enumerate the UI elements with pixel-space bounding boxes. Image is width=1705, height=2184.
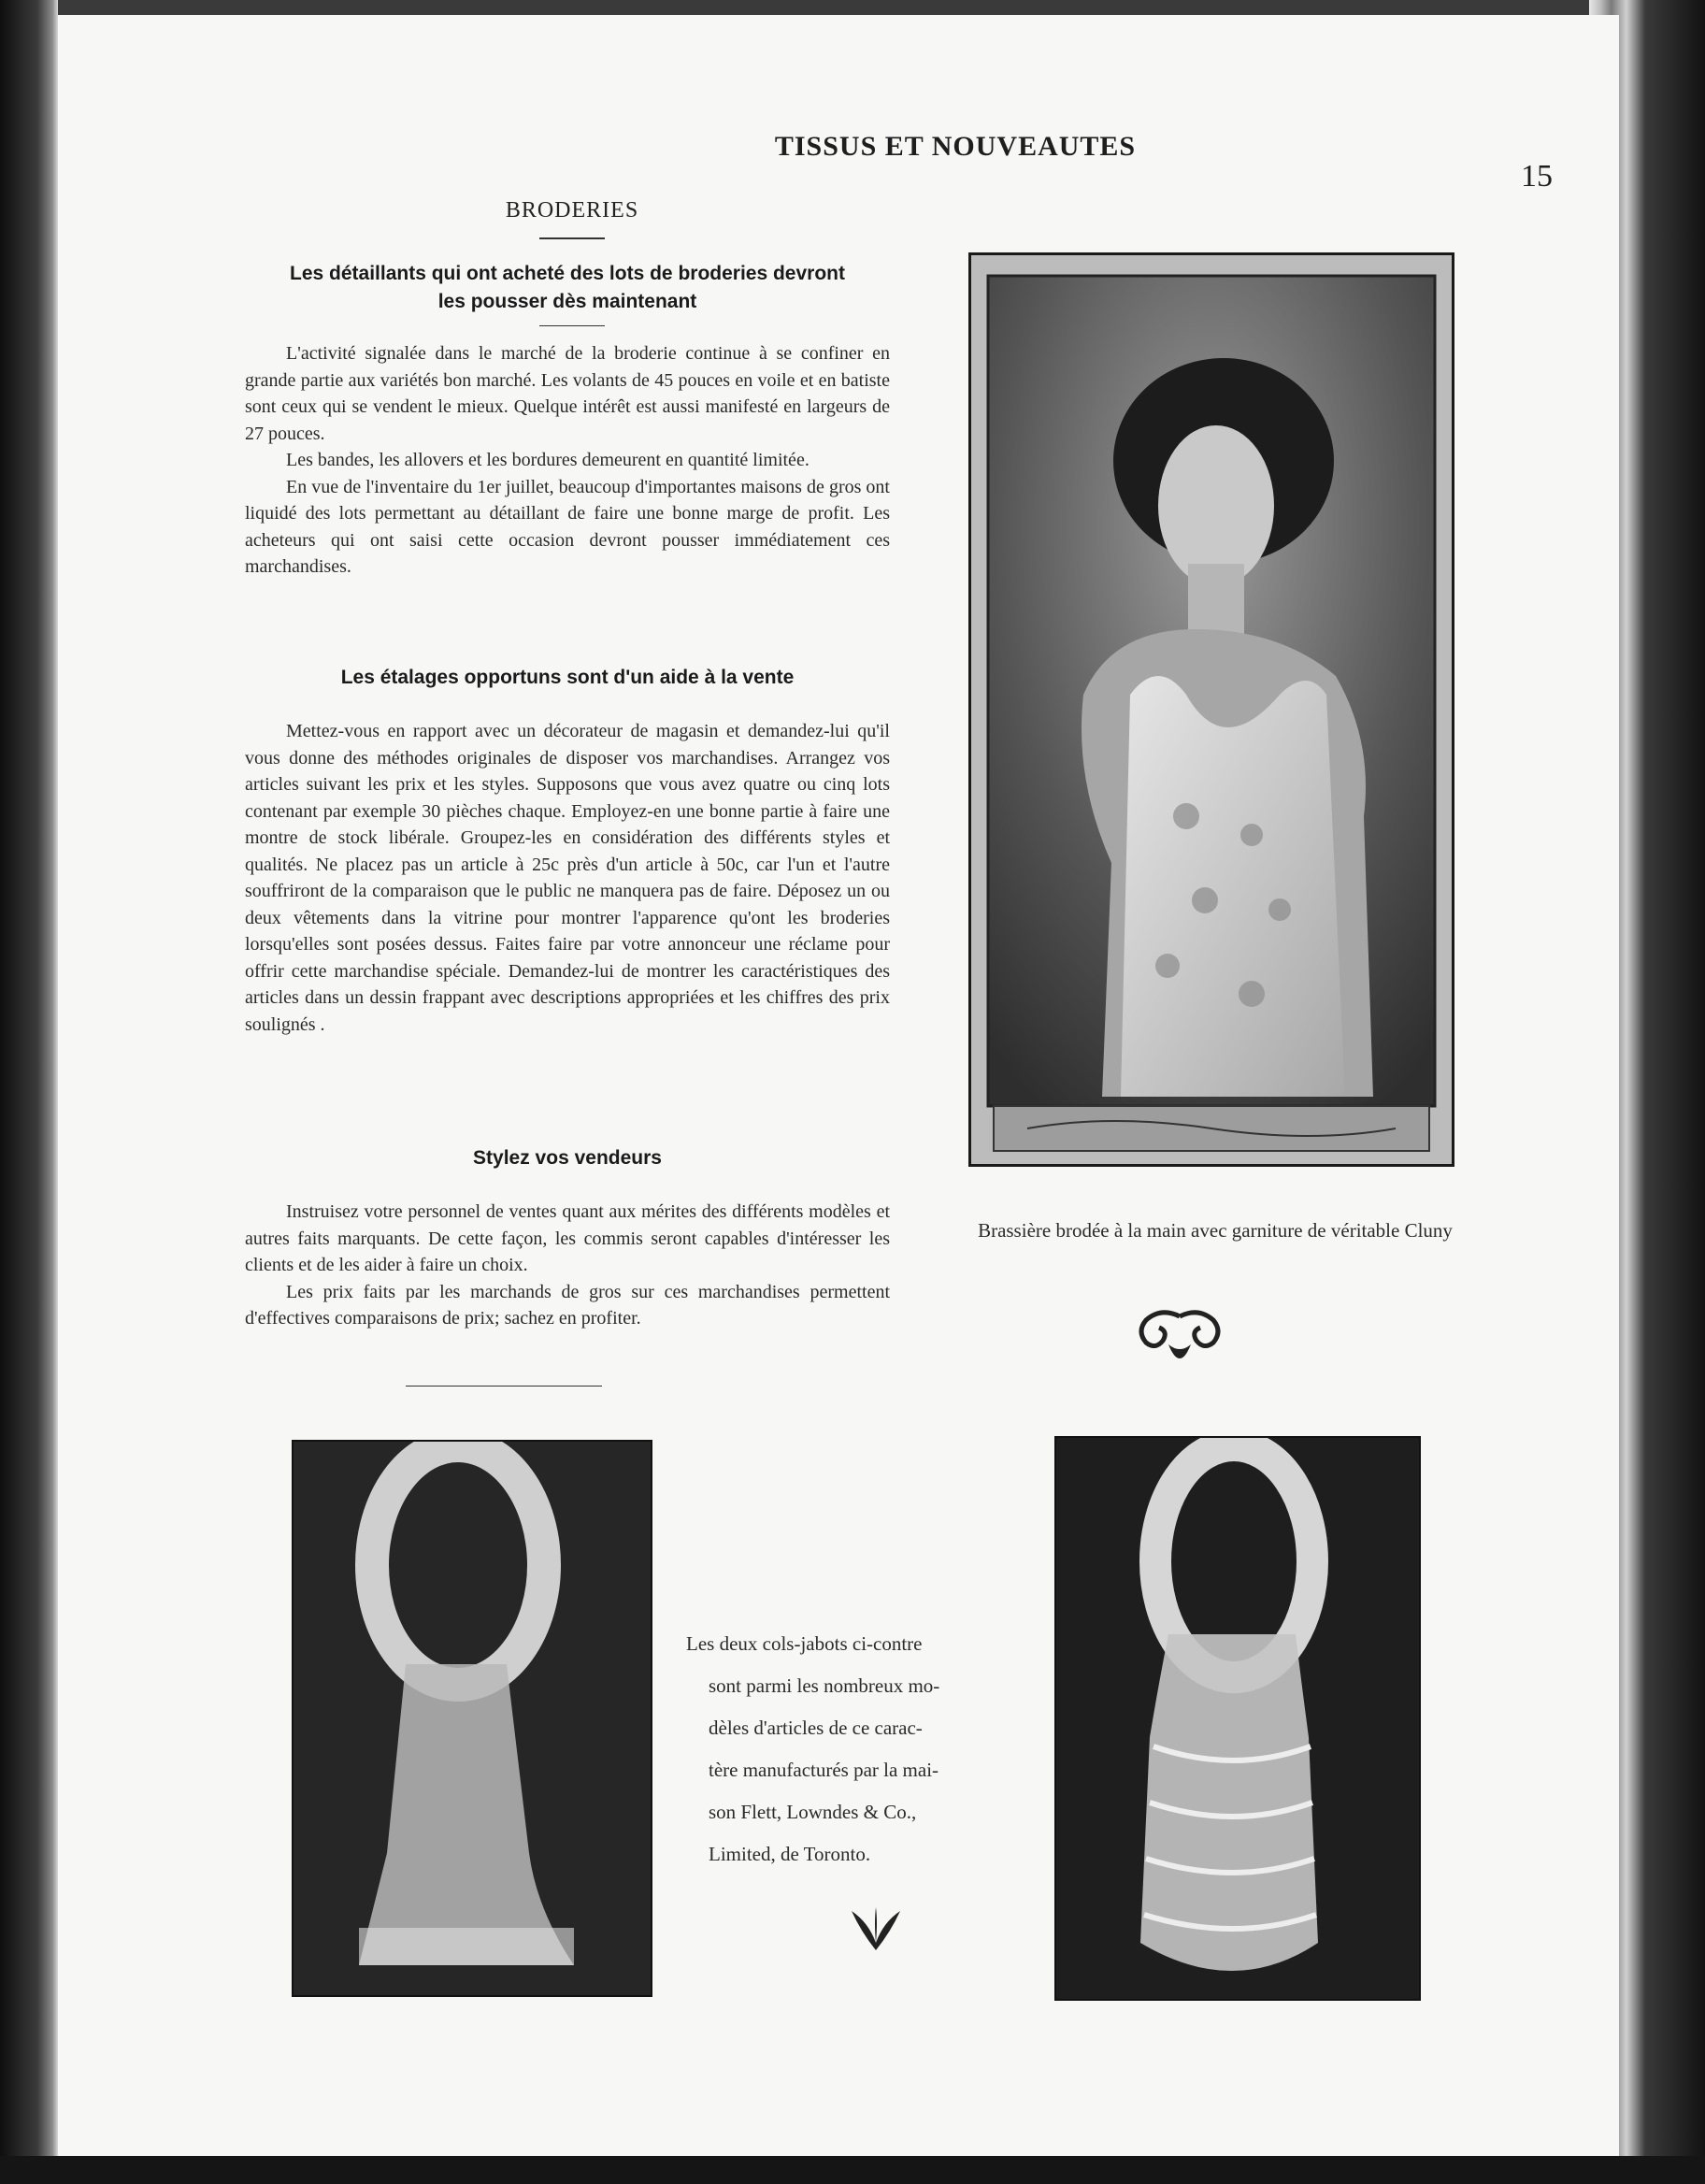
end-rule [406, 1386, 602, 1387]
jabot-collar-left [294, 1442, 651, 1995]
paragraph: En vue de l'inventaire du 1er juillet, beaucoup d'importantes maisons de gros ont liquidé des lots permettant au détaillant de faire une bonne marge de profit. Les acheteurs qui ont saisi cette occasion devront pousser immédiatement ces marchandises. [245, 476, 890, 577]
brassiere-photo-frame [968, 252, 1454, 1167]
paragraph: Les prix faits par les marchands de gros sur ces marchandises permettent d'effectives comparaisons de prix; sachez en profiter. [245, 1281, 890, 1329]
scan-top-border [0, 0, 1705, 15]
headline-1 [245, 260, 890, 316]
section-title: BRODERIES [505, 198, 639, 223]
section-1-body [245, 340, 890, 581]
paragraph: Instruisez votre personnel de ventes quant aux mérites des différents modèles et autres faits marquants. De cette façon, les commis seront capables d'intéresser les clients et de les aider à faire un choix. [245, 1201, 890, 1275]
paragraph: Les bandes, les allovers et les bordures demeurent en quantité limitée. [286, 450, 810, 470]
headline-rule [539, 325, 605, 326]
jabots-caption-line: Les deux cols-jabots ci-contre [686, 1632, 923, 1655]
jabot-photo-right [1054, 1436, 1421, 2001]
headline-1-line-2: les pousser dès maintenant [437, 291, 697, 312]
paragraph: Mettez-vous en rapport avec un décorateur de magasin et demandez-lui qu'il vous donne des méthodes originales de disposer vos marchandises. Arrangez vos articles suivant les prix et les styles. Supposons que vous avez quatre ou cinq lots contenant par exemple 30 pièches chaque. Employez-en une bonne partie à faire une montre de stock libérale. Groupez-les en considération des différents styles et qualités. Ne placez pas un article à 25c près d'un article à 50c, car l'un et l'autre souffriront de la comparaison que le public ne manquera pas de faire. Déposez un ou deux vêtements dans la vitrine pour montrer l'apparence qu'ont les broderies lorsqu'elles sont posées dessus. Faites faire par votre annonceur une réclame pour offrir cette marchandise spéciale. Demandez-lui de montrer les caractéristiques des articles dans un dessin frappant avec descriptions appropriées et les chiffres des prix soulignés . [245, 721, 890, 1035]
book-gutter [0, 0, 58, 2184]
jabots-caption-line: son Flett, Lowndes & Co., [709, 1801, 917, 1823]
jabots-caption-line: tère manufacturés par la mai- [709, 1759, 939, 1781]
headline-2: Les étalages opportuns sont d'un aide à la vente [340, 667, 795, 688]
section-3-body [245, 1199, 890, 1332]
title-rule [539, 237, 605, 239]
jabots-caption [686, 1623, 1060, 1875]
jabots-caption-line: sont parmi les nombreux mo- [709, 1674, 940, 1697]
jabot-collar-right [1056, 1438, 1419, 1999]
running-head: TISSUS ET NOUVEAUTES [774, 131, 1137, 162]
section-2-body [245, 718, 890, 1038]
brassiere-photo [971, 255, 1452, 1164]
paragraph: L'activité signalée dans le marché de la broderie continue à se confiner en grande partie aux variétés bon marché. Les volants de 45 pouces en voile et en batiste sont ceux qui se vendent le mieux. Quelque intérêt est aussi manifesté en largeurs de 27 pouces. [245, 343, 890, 444]
jabot-photo-left [292, 1440, 652, 1997]
page-number: 15 [1521, 159, 1553, 194]
ornament-icon [1133, 1307, 1226, 1372]
scan-bottom-border [0, 2156, 1705, 2184]
jabots-caption-line: dèles d'articles de ce carac- [709, 1717, 923, 1739]
magazine-page [58, 15, 1619, 2156]
headline-3: Stylez vos vendeurs [473, 1147, 662, 1169]
headline-1-line-1: Les détaillants qui ont acheté des lots de broderies devront [290, 263, 845, 284]
leaf-ornament-icon [848, 1904, 904, 1956]
brassiere-caption: Brassière brodée à la main avec garniture de véritable Cluny [978, 1219, 1453, 1242]
jabots-caption-line: Limited, de Toronto. [709, 1843, 871, 1865]
